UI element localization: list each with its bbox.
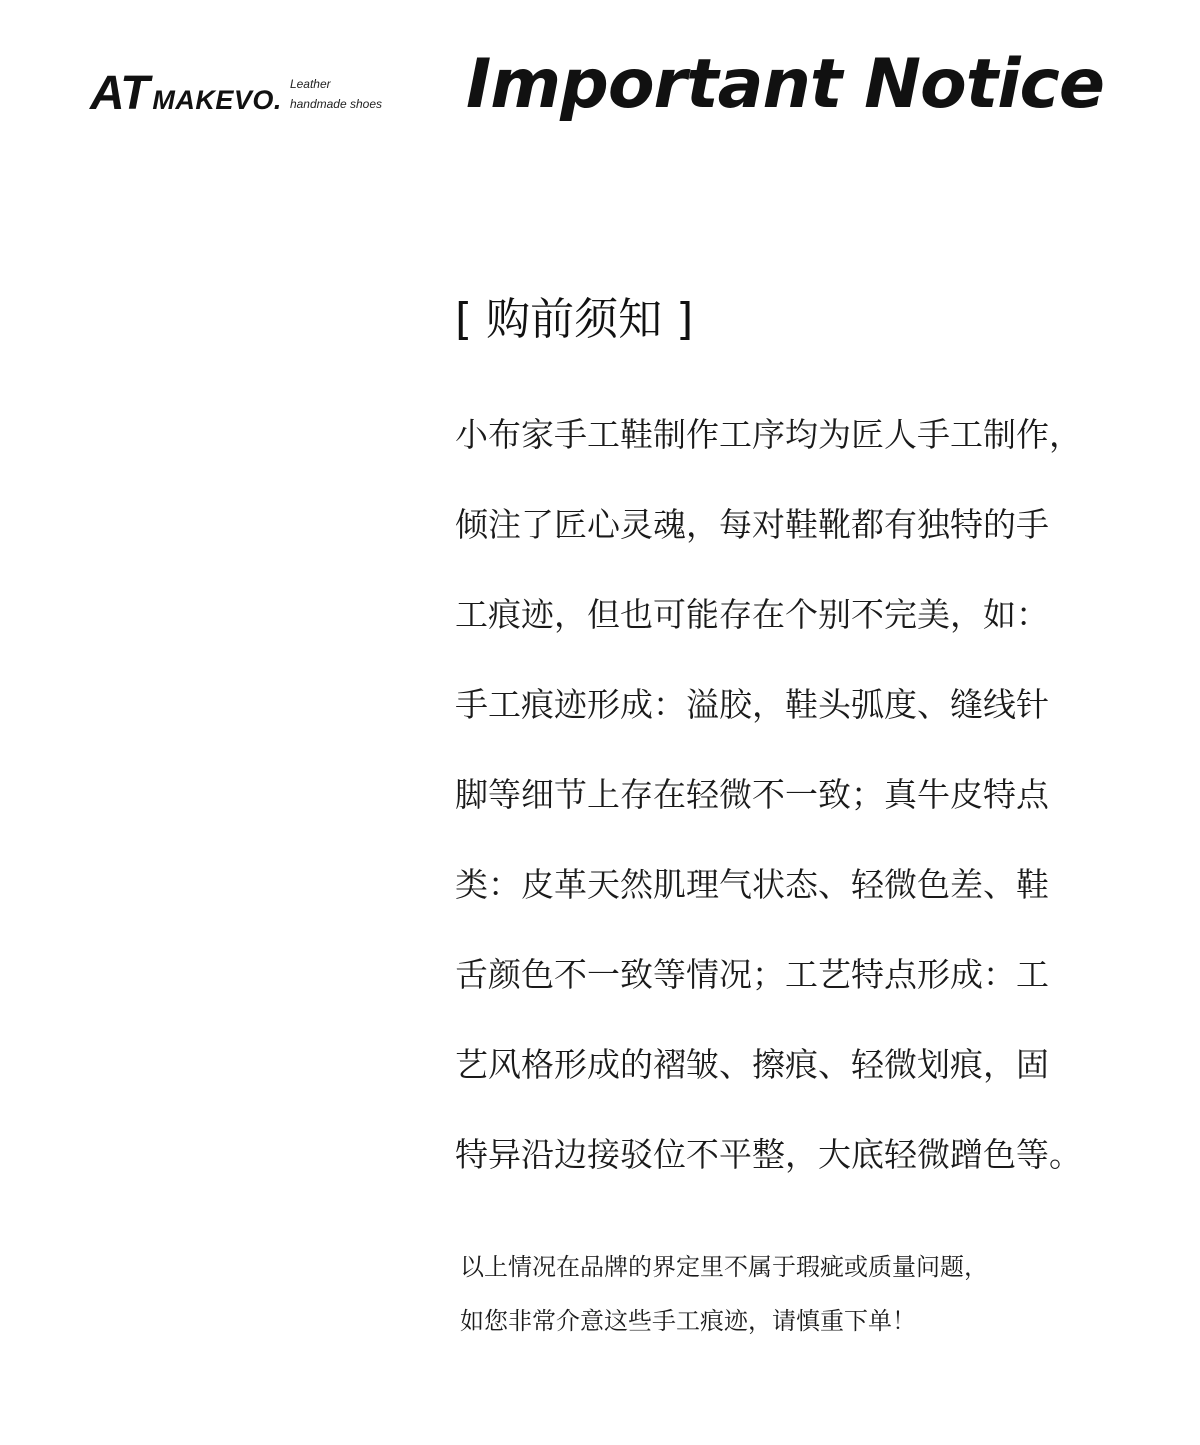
body-line: 脚等细节上存在轻微不一致；真牛皮特点 [455, 775, 1049, 814]
logo-tagline-line: handmade shoes [289, 97, 383, 111]
logo-tagline-line: Leather [289, 77, 331, 91]
logo-tagline [290, 74, 382, 114]
footer-note [460, 1240, 988, 1348]
body-line: 工痕迹，但也可能存在个别不完美，如： [455, 595, 1049, 634]
footer-line: 如您非常介意这些手工痕迹，请慎重下单！ [460, 1307, 916, 1335]
body-line: 特异沿边接驳位不平整，大底轻微蹭色等。 [455, 1135, 1082, 1174]
brand-logo [90, 66, 382, 118]
logo-at-text: AT [90, 67, 149, 120]
footer-line: 以上情况在品牌的界定里不属于瑕疵或质量问题， [460, 1253, 988, 1281]
body-line: 艺风格形成的褶皱、擦痕、轻微划痕，固 [455, 1045, 1049, 1084]
body-line: 舌颜色不一致等情况；工艺特点形成：工 [455, 955, 1049, 994]
body-line: 类：皮革天然肌理气状态、轻微色差、鞋 [455, 865, 1049, 904]
page-title: Important Notice [466, 45, 1104, 124]
body-line: 手工痕迹形成：溢胶，鞋头弧度、缝线针 [455, 685, 1049, 724]
notice-body [455, 390, 1135, 1200]
body-line: 小布家手工鞋制作工序均为匠人手工制作， [455, 415, 1082, 454]
body-line: 倾注了匠心灵魂，每对鞋靴都有独特的手 [455, 505, 1049, 544]
section-heading: [ 购前须知 ] [455, 294, 694, 345]
logo-makevo-text: MAKEVO. [152, 85, 282, 115]
